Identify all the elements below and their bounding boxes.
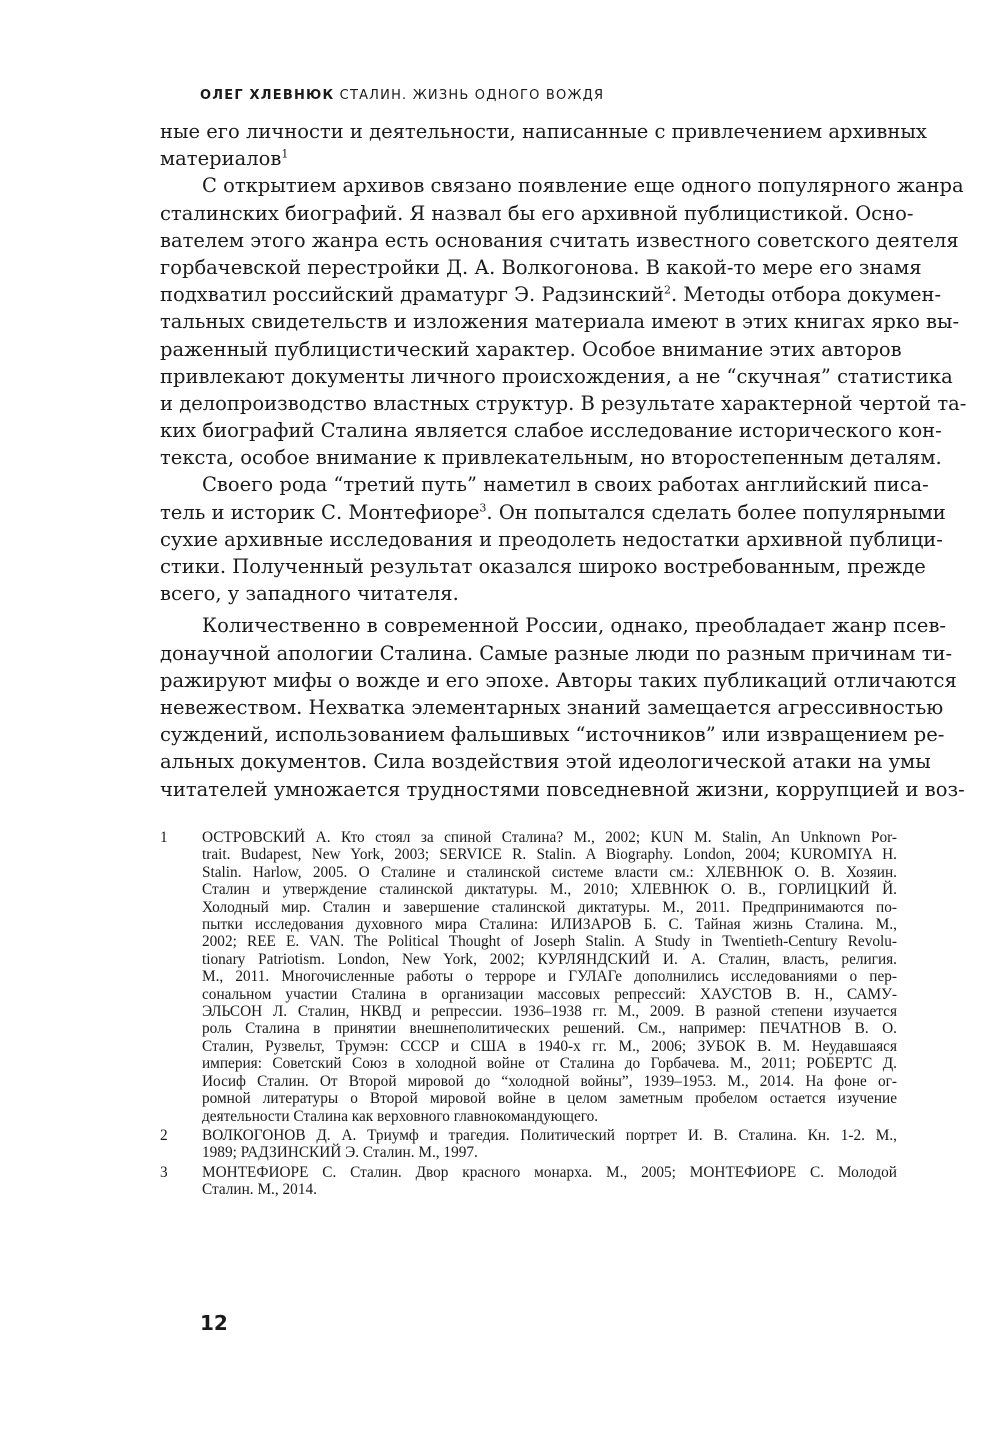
text-line: альных документов. Сила воздействия этой идеологической атаки на умы (160, 750, 931, 774)
text-line: тальных свидетельств и изложения материала имеют в этих книгах ярко вы- (160, 310, 960, 334)
footnote-line: ЭЛЬСОН Л. Сталин, НКВД и репрессии. 1936–1938 гг. М., 2009. В разной степени изучается (202, 1003, 897, 1021)
text-line: вателем этого жанра есть основания считать известного советского деятеля (160, 228, 959, 252)
main-text (160, 118, 967, 803)
text-line: читателей умножается трудностями повседневной жизни, коррупцией и воз- (160, 777, 965, 801)
footnote-ref[interactable]: 1 (281, 147, 289, 161)
text-line: суждений, использованием фальшивых “источников” или извращением ре- (160, 723, 945, 747)
text-line: раженный публицистический характер. Особое внимание этих авторов (160, 337, 902, 361)
footnote-number: 2 (160, 1126, 168, 1144)
footnote-1 (160, 829, 897, 1125)
text-line: текста, особое внимание к привлекательным, но второстепенным деталям. (160, 446, 942, 470)
text-line: Количественно в современной России, однако, преобладает жанр псев- (202, 614, 947, 638)
footnote-line: Сталин, Рузвельт, Трумэн: СССР и США в 1940-х гг. М., 2006; ЗУБОК В. М. Неудавшаяся (202, 1037, 897, 1055)
footnote-line: tionary Patriotism. London, New York, 2002; КУРЛЯНДСКИЙ И. А. Сталин, власть, религия. (202, 950, 897, 968)
footnote-line: империя: Советский Союз в холодной войне от Сталина до Горбачева. М., 2011; РОБЕРТС Д. (202, 1055, 897, 1073)
text-line: ные его личности и деятельности, написанные с привлечением архивных (160, 120, 927, 143)
footnote-number: 3 (160, 1163, 168, 1181)
footnote-line: роль Сталина в принятии внешнеполитических решений. См., например: ПЕЧАТНОВ В. О. (202, 1020, 897, 1038)
footnote-line: МОНТЕФИОРЕ С. Сталин. Двор красного монарха. М., 2005; МОНТЕФИОРЕ С. Молодой (202, 1163, 897, 1181)
text-line: всего, у западного читателя. (160, 582, 459, 606)
running-header (200, 88, 604, 103)
footnote-line: деятельности Сталина как верховного главнокомандующего. (202, 1107, 599, 1125)
footnote-line: Сталин и утверждение сталинской диктатуры. М., 2010; ХЛЕВНЮК О. В., ГОРЛИЦКИЙ Й. (202, 881, 897, 899)
footnote-line: Иосиф Сталин. От Второй мировой до “холодной войны”, 1939–1953. М., 2014. На фоне ог- (202, 1072, 897, 1090)
text-line: ражируют мифы о вожде и его эпохе. Авторы таких публикаций отличаются (160, 668, 957, 692)
footnote-line: trait. Budapest, New York, 2003; SERVICE R. Stalin. A Biography. London, 2004; KUROMIYA H. (202, 846, 897, 864)
footnote-ref[interactable]: 2 (663, 283, 671, 297)
footnote-line: Сталин. М., 2014. (202, 1181, 317, 1199)
text-line: материалов$^1$ (160, 147, 289, 171)
footnote-ref[interactable]: 3 (479, 501, 487, 515)
header-book-title: СТАЛИН. ЖИЗНЬ ОДНОГО ВОЖДЯ (339, 88, 605, 103)
footnote-line: пытки исследования духовного мира Сталина: ИЛИЗАРОВ Б. С. Тайная жизнь Сталина. М., (202, 916, 897, 934)
text-line: сухие архивные исследования и преодолеть недостатки архивной публици- (160, 527, 943, 551)
footnote-line: М., 2011. Многочисленные работы о терроре и ГУЛАГе дополнились исследованиями о пер- (202, 968, 897, 986)
text-line: С открытием архивов связано появление еще одного популярного жанра (202, 174, 964, 198)
footnote-line: 2002; REE E. VAN. The Political Thought of Joseph Stalin. A Study in Twentieth-Century Revolu- (202, 933, 897, 951)
footnote-line: ОСТРОВСКИЙ А. Кто стоял за спиной Сталина? М., 2002; KUN M. Stalin, An Unknown Por- (202, 829, 897, 846)
footnote-line: Stalin. Harlow, 2005. О Сталине и сталинской системе власти см.: ХЛЕВНЮК О. В. Хозяин. (202, 863, 897, 881)
text-line: донаучной апологии Сталина. Самые разные люди по разным причинам ти- (160, 641, 953, 665)
footnote-2 (160, 1127, 897, 1162)
footnote-line: ромной литературы о Второй мировой войне в целом заметным пробелом остается изучение (202, 1090, 897, 1108)
text-line: и делопроизводство властных структур. В результате характерной чертой та- (160, 391, 967, 415)
header-author: ОЛЕГ ХЛЕВНЮК (200, 88, 335, 103)
text-line: подхватил российский драматург Э. Радзинский$^2$. Методы отбора докумен- (160, 283, 942, 307)
text-line: привлекают документы личного происхождения, а не “скучная” статистика (160, 364, 953, 388)
footnote-line: 1989; РАДЗИНСКИЙ Э. Сталин. М., 1997. (202, 1144, 478, 1162)
text-line: Своего рода “третий путь” наметил в своих работах английский писа- (202, 473, 929, 497)
text-line: тель и историк С. Монтефиоре$^3$. Он попытался сделать более популярными (160, 500, 946, 524)
footnote-3 (160, 1164, 897, 1199)
text-line: горбачевской перестройки Д. А. Волкогонова. В какой-то мере его знамя (160, 255, 922, 279)
footnotes (160, 829, 897, 1201)
text-line: сталинских биографий. Я назвал бы его архивной публицистикой. Осно- (160, 201, 914, 225)
footnote-line: Холодный мир. Сталин и завершение сталинской диктатуры. М., 2011. Предпринимаются по- (202, 898, 897, 916)
page-number: 12 (200, 1311, 228, 1335)
text-line: невежеством. Нехватка элементарных знаний замещается агрессивностью (160, 695, 944, 719)
text-line: стики. Полученный результат оказался широко востребованным, прежде (160, 555, 926, 578)
footnote-line: ВОЛКОГОНОВ Д. А. Триумф и трагедия. Политический портрет И. В. Сталина. Кн. 1-2. М., (202, 1126, 897, 1144)
text-line: ких биографий Сталина является слабое исследование исторического кон- (160, 419, 942, 443)
footnote-number: 1 (160, 829, 168, 846)
footnote-line: сональном участии Сталина в организации массовых репрессий: ХАУСТОВ В. Н., САМУ- (202, 985, 897, 1003)
